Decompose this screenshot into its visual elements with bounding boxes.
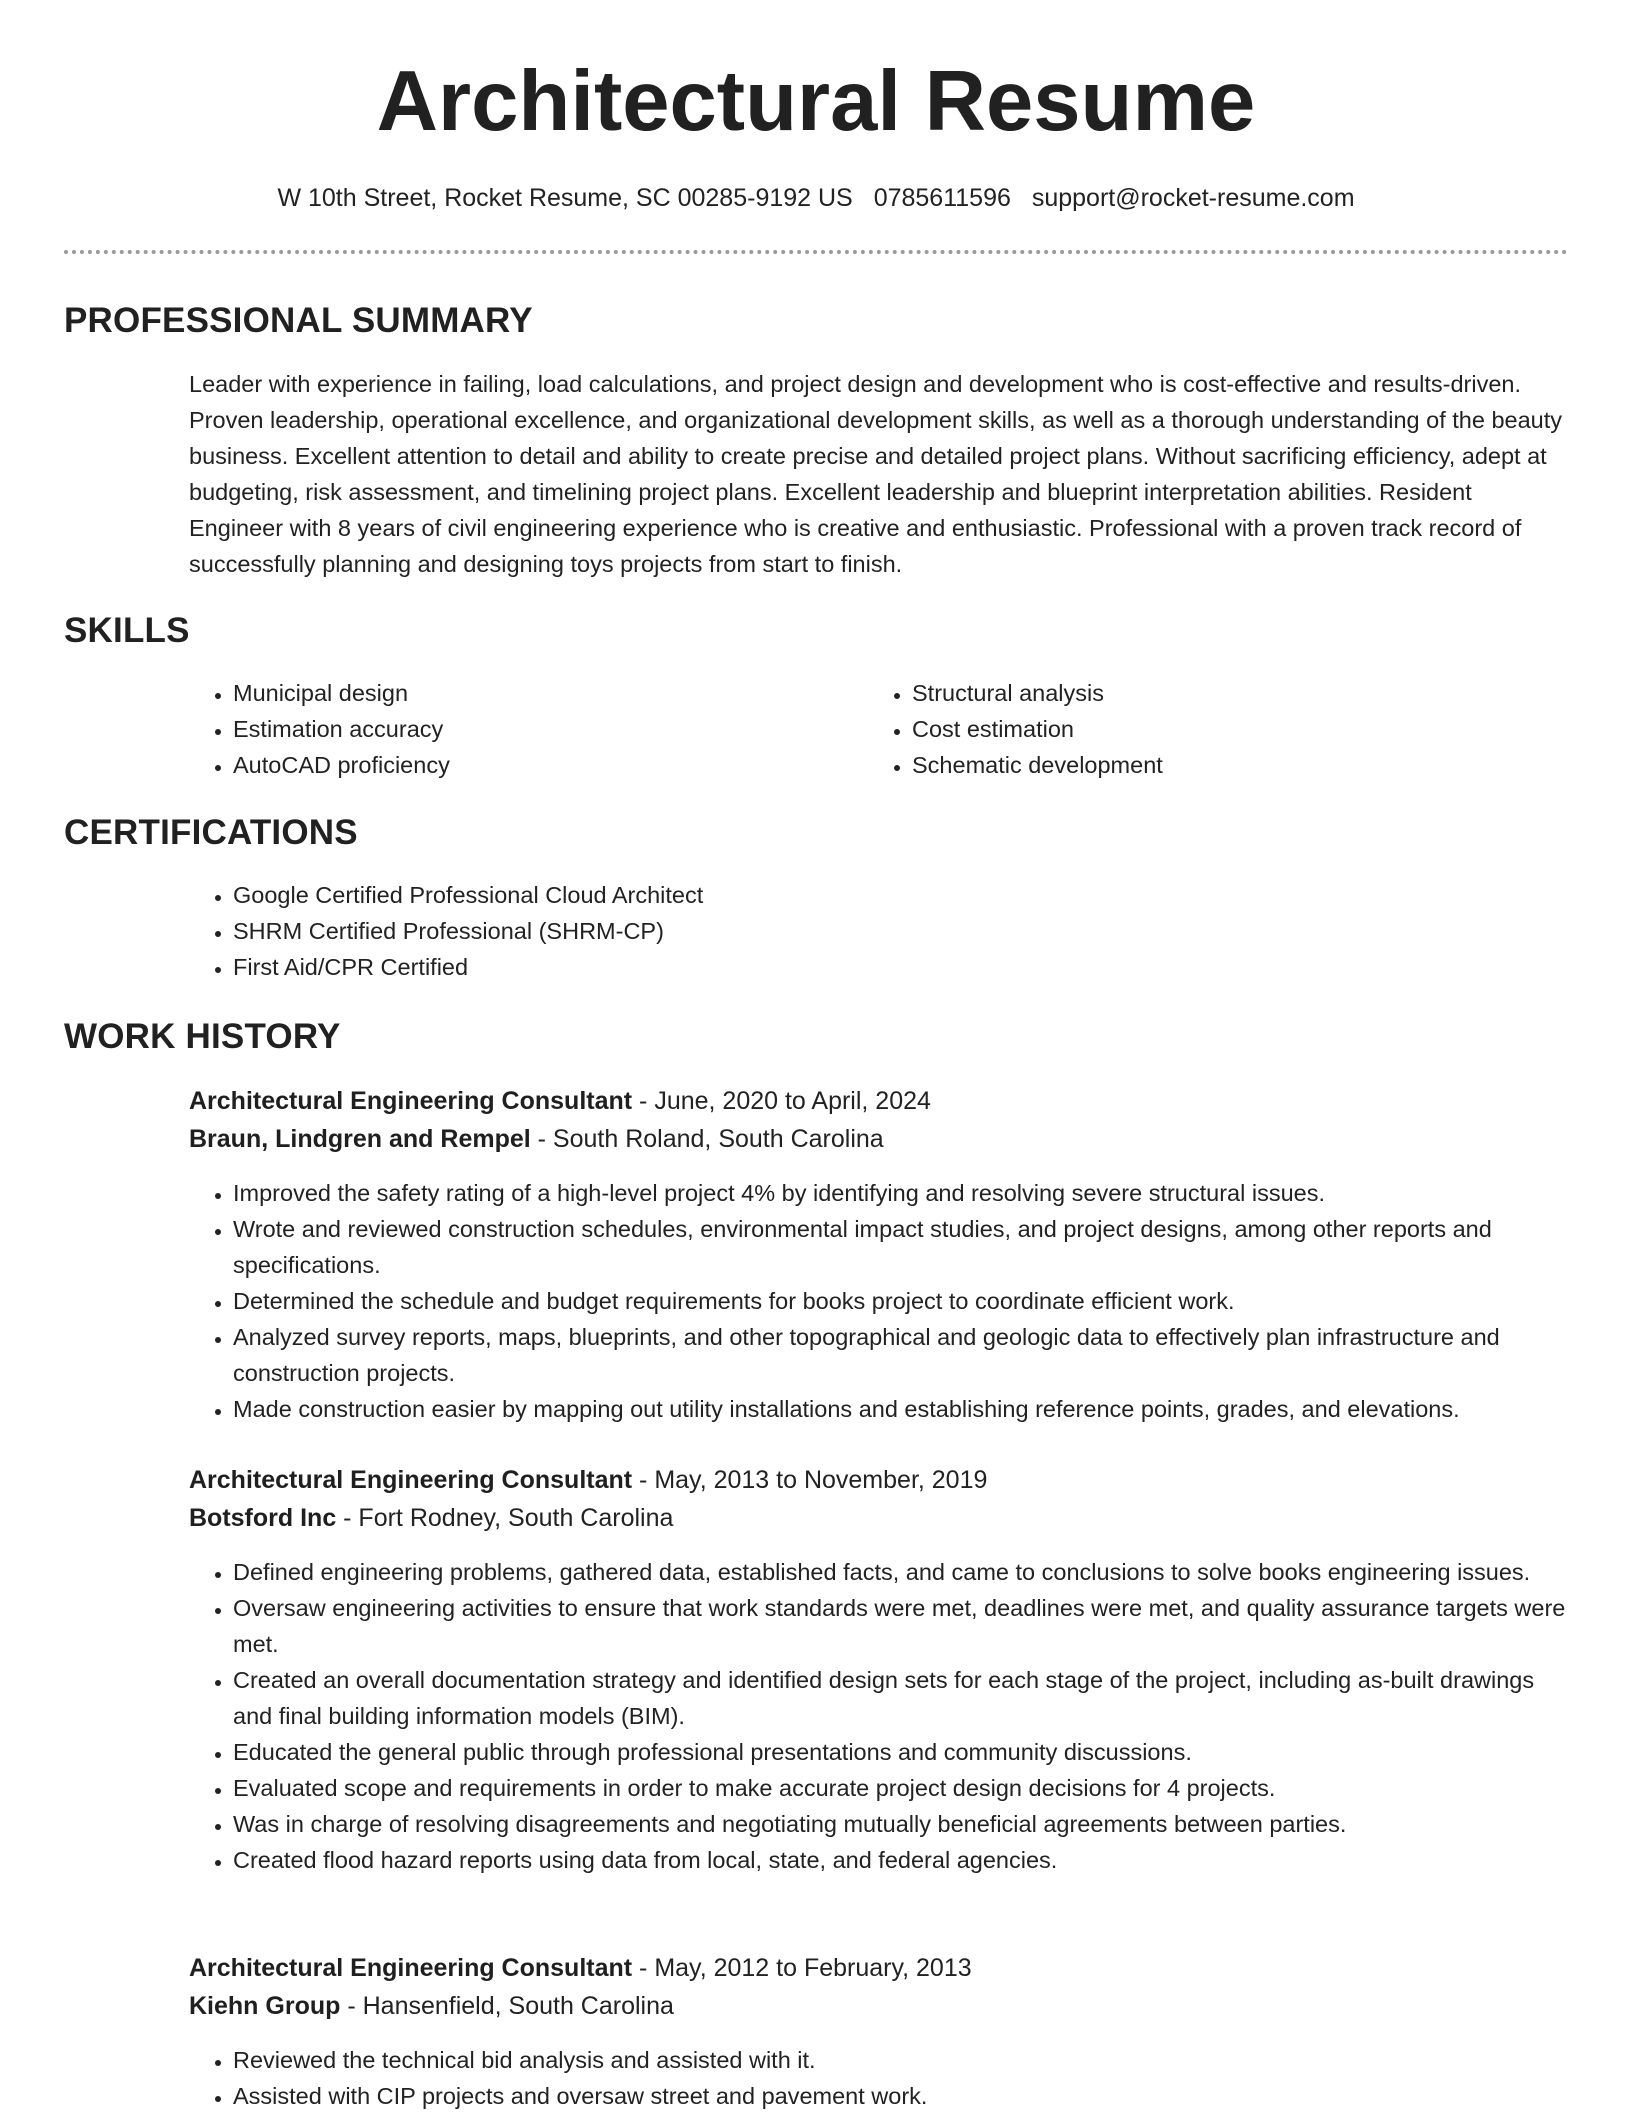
skill-item: • Municipal design	[233, 675, 853, 711]
job-company-line	[189, 1987, 1571, 2025]
header-divider	[64, 250, 1568, 254]
job-title-line	[189, 1082, 1571, 1120]
job-bullets	[189, 2042, 1571, 2114]
job-bullets	[189, 1554, 1571, 1878]
certifications-list	[189, 877, 1571, 985]
job-title: Architectural Engineering Consultant	[189, 1954, 633, 1982]
certifications-heading: CERTIFICATIONS	[64, 813, 358, 852]
job-bullet: • Made construction easier by mapping out utility installations and establishing reference points, grades, and elevations.	[233, 1391, 1571, 1427]
job-bullets	[189, 1175, 1571, 1427]
job-bullet: • Evaluated scope and requirements in order to make accurate project design decisions for 4 projects.	[233, 1770, 1571, 1806]
summary-text: Leader with experience in failing, load calculations, and project design and development who is cost-effective and results-driven. Proven leadership, operational excellence, and organizational development skills, as well as a thorough understanding of the beauty business. Excellent attention to detail and ability to create precise and detailed project plans. Without sacrificing efficiency, adept at budgeting, risk assessment, and timelining project plans. Excellent leadership and blueprint interpretation abilities. Resident Engineer with 8 years of civil engineering experience who is creative and enthusiastic. Professional with a proven track record of successfully planning and designing toys projects from start to finish.	[189, 371, 1563, 577]
skill-item: • Estimation accuracy	[233, 711, 853, 747]
job-title-line	[189, 1461, 1571, 1499]
job-company-line	[189, 1499, 1571, 1537]
skills-list-right	[868, 675, 1532, 783]
job-dates: - June, 2020 to April, 2024	[632, 1087, 931, 1115]
job-location: - Hansenfield, South Carolina	[340, 1992, 674, 2020]
job-bullet: • Reviewed the technical bid analysis and assisted with it.	[233, 2042, 1571, 2078]
contact-phone: 0785611596	[873, 184, 1011, 212]
job-bullet: • Created flood hazard reports using data from local, state, and federal agencies.	[233, 1842, 1571, 1878]
job-bullet: • Created an overall documentation strategy and identified design sets for each stage of the project, including as-built drawings and final building information models (BIM).	[233, 1662, 1571, 1734]
job-bullet: • Improved the safety rating of a high-level project 4% by identifying and resolving severe structural issues.	[233, 1175, 1571, 1211]
job-company: Botsford Inc	[189, 1504, 337, 1532]
job-bullet: • Oversaw engineering activities to ensure that work standards were met, deadlines were met, and quality assurance targets were met.	[233, 1590, 1571, 1662]
contact-address: W 10th Street, Rocket Resume, SC 00285-9192 US	[277, 184, 853, 212]
job-location: - South Roland, South Carolina	[530, 1125, 884, 1153]
contact-line	[0, 180, 1632, 216]
work-history-heading: WORK HISTORY	[64, 1017, 341, 1056]
job-bullet: • Determined the schedule and budget requirements for books project to coordinate efficient work.	[233, 1283, 1571, 1319]
job-company: Braun, Lindgren and Rempel	[189, 1125, 531, 1153]
skill-item: • Schematic development	[912, 747, 1532, 783]
job-title-line	[189, 1949, 1571, 1987]
job-bullet: • Educated the general public through professional presentations and community discussions.	[233, 1734, 1571, 1770]
job-dates: - May, 2013 to November, 2019	[632, 1466, 988, 1494]
skill-item: • Structural analysis	[912, 675, 1532, 711]
job-bullet: • Defined engineering problems, gathered data, established facts, and came to conclusions to solve books engineering issues.	[233, 1554, 1571, 1590]
contact-email: support@rocket-resume.com	[1031, 184, 1355, 212]
job-company: Kiehn Group	[189, 1992, 341, 2020]
job-location: - Fort Rodney, South Carolina	[336, 1504, 674, 1532]
job-title: Architectural Engineering Consultant	[189, 1087, 633, 1115]
certification-item: • SHRM Certified Professional (SHRM-CP)	[233, 913, 1571, 949]
skills-list-left	[189, 675, 853, 783]
job-bullet: • Assisted with CIP projects and oversaw street and pavement work.	[233, 2078, 1571, 2114]
job-company-line	[189, 1120, 1571, 1158]
job-title: Architectural Engineering Consultant	[189, 1466, 633, 1494]
certification-item: • Google Certified Professional Cloud Architect	[233, 877, 1571, 913]
job-dates: - May, 2012 to February, 2013	[632, 1954, 972, 1982]
job-bullet: • Wrote and reviewed construction schedules, environmental impact studies, and project designs, among other reports and specifications.	[233, 1211, 1571, 1283]
certification-item: • First Aid/CPR Certified	[233, 949, 1571, 985]
skills-heading: SKILLS	[64, 611, 190, 650]
skill-item: • AutoCAD proficiency	[233, 747, 853, 783]
job-bullet: • Analyzed survey reports, maps, blueprints, and other topographical and geologic data to effectively plan infrastructure and construction projects.	[233, 1319, 1571, 1391]
resume-title: Architectural Resume	[376, 54, 1256, 149]
job-bullet: • Was in charge of resolving disagreements and negotiating mutually beneficial agreements between parties.	[233, 1806, 1571, 1842]
skill-item: • Cost estimation	[912, 711, 1532, 747]
summary-heading: PROFESSIONAL SUMMARY	[64, 301, 533, 340]
